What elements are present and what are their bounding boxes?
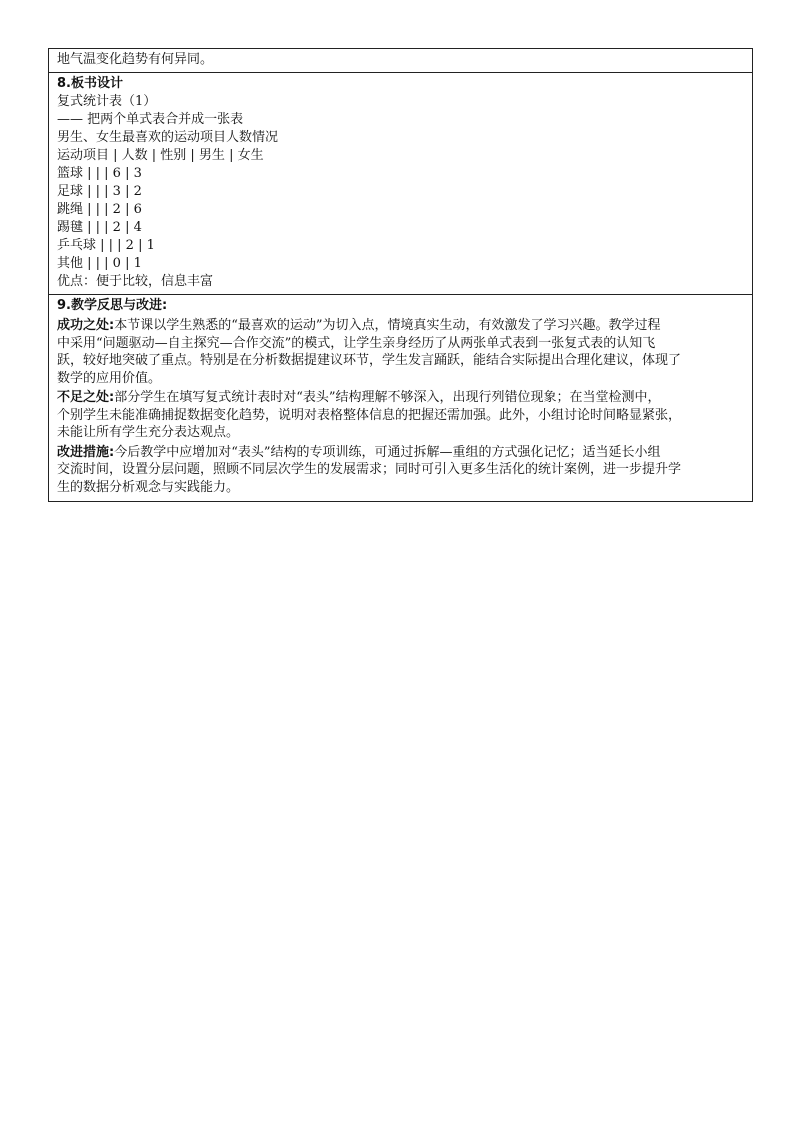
success-paragraph bbox=[57, 317, 744, 387]
board-design-heading: 8.板书设计 bbox=[57, 76, 123, 91]
shortcoming-text: 部分学生在填写复式统计表时对“表头”结构理解不够深入，出现行列错位现象；在当堂检测中， bbox=[114, 390, 661, 405]
board-line-row-ping-pong: 乒乓球 | | | 2 | 1 bbox=[57, 238, 155, 253]
success-line bbox=[57, 317, 744, 335]
board-line-row-shuttlecock: 踢毽 | | | 2 | 4 bbox=[57, 220, 142, 235]
improvement-line: 交流时间，设置分层问题，照顾不同层次学生的发展需求；同时可引入更多生活化的统计案例，进一步提升学 bbox=[57, 462, 682, 477]
board-line-advantage: 优点：便于比较，信息丰富 bbox=[57, 274, 214, 289]
board-line-row-basketball: 篮球 | | | 6 | 3 bbox=[57, 166, 142, 181]
improvement-label: 改进措施: bbox=[57, 444, 115, 460]
success-line: 中采用“问题驱动—自主探究—合作交流”的模式，让学生亲身经历了从两张单式表到一张复式表的认知飞 bbox=[57, 335, 656, 351]
success-line: 跃，较好地突破了重点。特别是在分析数据提建议环节，学生发言踊跃，能结合实际提出合理化建议，体现了 bbox=[57, 353, 682, 368]
improvement-paragraph bbox=[57, 444, 744, 497]
success-label: 成功之处: bbox=[57, 318, 115, 333]
board-line-table-header: 运动项目 | 人数 | 性别 | 男生 | 女生 bbox=[57, 148, 264, 163]
board-line-row-other: 其他 | | | 0 | 1 bbox=[57, 256, 142, 271]
improvement-line: 生的数据分析观念与实践能力。 bbox=[57, 479, 240, 495]
success-text: 本节课以学生熟悉的“最喜欢的运动”为切入点，情境真实生动，有效激发了学习兴趣。教学过程 bbox=[114, 318, 661, 333]
board-line-subtitle: —— 把两个单式表合并成一张表 bbox=[57, 112, 244, 127]
improvement-text: 今后教学中应增加对“表头”结构的专项训练，可通过拆解—重组的方式强化记忆；适当延长小组 bbox=[114, 444, 661, 460]
shortcoming-paragraph bbox=[57, 389, 744, 442]
board-line-row-jump-rope: 跳绳 | | | 2 | 6 bbox=[57, 202, 142, 217]
shortcoming-line: 未能让所有学生充分表达观点。 bbox=[57, 425, 240, 440]
shortcoming-line bbox=[57, 389, 744, 407]
reflection-heading: 9.教学反思与改进: bbox=[57, 298, 168, 313]
board-design-section bbox=[49, 73, 752, 295]
board-line-table-caption: 男生、女生最喜欢的运动项目人数情况 bbox=[57, 130, 279, 145]
previous-section-tail bbox=[49, 49, 752, 73]
board-line-row-football: 足球 | | | 3 | 2 bbox=[57, 184, 142, 199]
shortcoming-label: 不足之处: bbox=[57, 390, 115, 405]
shortcoming-line: 个别学生未能准确捕捉数据变化趋势，说明对表格整体信息的把握还需加强。此外，小组讨论时间略显紧张， bbox=[57, 407, 682, 423]
previous-section-text: 地气温变化趋势有何异同。 bbox=[57, 52, 214, 67]
success-line: 数学的应用价值。 bbox=[57, 370, 162, 386]
improvement-line bbox=[57, 444, 744, 462]
reflection-section bbox=[49, 295, 752, 501]
board-line-title: 复式统计表（1） bbox=[57, 94, 157, 109]
lesson-plan-table bbox=[48, 48, 753, 502]
